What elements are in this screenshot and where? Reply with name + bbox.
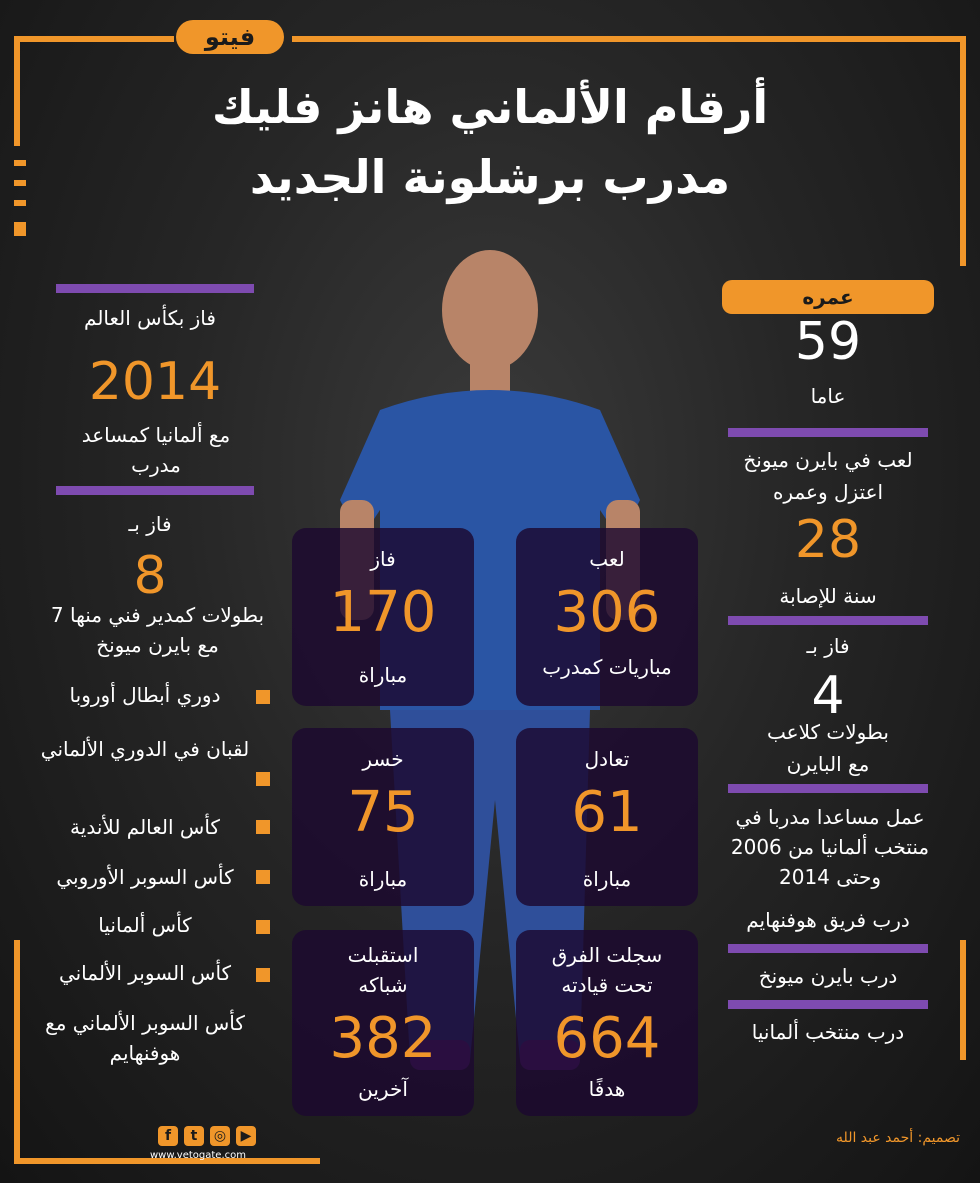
coach-titles-count: 8 — [133, 546, 167, 606]
trophy-bullet-6 — [256, 968, 270, 982]
logo: فيتو — [176, 20, 284, 54]
stat-draw-value: 61 — [571, 780, 643, 845]
trophy-2: لقبان في الدوري الألماني — [40, 737, 250, 761]
player-titles: 4 — [811, 666, 845, 726]
stat-conceded-box — [292, 930, 474, 1116]
twitter-icon[interactable]: t — [184, 1126, 204, 1146]
stat-scored-unit: هدفًا — [588, 1077, 626, 1101]
assistant-desc: عمل مساعدا مدربا في منتخب ألمانيا من 2006 وحتى 2014 — [730, 805, 930, 889]
retire-age: 28 — [794, 510, 862, 570]
stat-conceded-value: 382 — [329, 1006, 437, 1071]
played-line-1: لعب في بايرن ميونخ — [743, 448, 913, 472]
right-bar-1 — [728, 428, 928, 437]
designer-credit: تصميم: أحمد عبد الله — [836, 1130, 960, 1146]
title-line-2: مدرب برشلونة الجديد — [249, 150, 731, 204]
world-cup-label: فاز بكأس العالم — [84, 306, 216, 330]
stat-won-unit: مباراة — [358, 663, 408, 687]
stat-conceded-label: استقبلت شباكه — [347, 943, 419, 997]
social-icons — [158, 1126, 256, 1146]
left-won-with: فاز بـ — [128, 512, 172, 536]
stat-lost-label: خسر — [362, 747, 404, 771]
trophy-1: دوري أبطال أوروبا — [69, 683, 221, 707]
right-won-with: فاز بـ — [806, 634, 850, 658]
stat-draw-label: تعادل — [584, 747, 630, 771]
right-bar-4 — [728, 944, 928, 953]
frame-top-left-v — [14, 36, 20, 146]
stat-lost-unit: مباراة — [358, 867, 408, 891]
frame-top-right-v — [960, 36, 966, 266]
right-bar-3 — [728, 784, 928, 793]
stat-won-label: فاز — [370, 547, 396, 571]
age-value: 59 — [794, 312, 862, 372]
trophy-5: كأس ألمانيا — [98, 913, 192, 937]
coached-1: درب فريق هوفنهايم — [746, 908, 910, 932]
stat-scored-label: سجلت الفرق تحت قيادته — [551, 943, 663, 997]
stat-draw-unit: مباراة — [582, 867, 632, 891]
stat-lost-box — [292, 728, 474, 906]
frame-top-left-h — [14, 36, 174, 42]
coach-titles-desc: بطولات كمدير فني منها 7 مع بايرن ميونخ — [50, 603, 265, 657]
trophy-bullet-3 — [256, 820, 270, 834]
trophy-bullet-4 — [256, 870, 270, 884]
frame-bottom-right-v — [960, 940, 966, 1060]
right-bar-5 — [728, 1000, 928, 1009]
stat-lost-value: 75 — [347, 780, 419, 845]
coached-3: درب منتخب ألمانيا — [751, 1020, 905, 1044]
trophy-bullet-5 — [256, 920, 270, 934]
retire-desc: سنة للإصابة — [779, 584, 877, 608]
stat-conceded-unit: آخرين — [358, 1077, 408, 1101]
frame-dash-4 — [14, 222, 26, 236]
trophy-4: كأس السوبر الأوروبي — [56, 865, 234, 889]
frame-dash-2 — [14, 180, 26, 186]
stat-played-label: لعب — [589, 547, 625, 571]
stat-played-unit: مباريات كمدرب — [542, 655, 672, 679]
age-unit: عاما — [810, 384, 846, 408]
stat-scored-box — [516, 930, 698, 1116]
frame-top-right-h — [292, 36, 966, 42]
stat-scored-value: 664 — [553, 1006, 661, 1071]
website: www.vetogate.com — [150, 1150, 246, 1161]
player-titles-desc-1: بطولات كلاعب — [767, 720, 889, 744]
stat-won-box — [292, 528, 474, 706]
stat-draw-box — [516, 728, 698, 906]
title-line-1: أرقام الألماني هانز فليك — [211, 80, 769, 134]
instagram-icon[interactable]: ◎ — [210, 1126, 230, 1146]
left-bar-1 — [56, 284, 254, 293]
trophy-bullet-1 — [256, 690, 270, 704]
played-line-2: اعتزل وعمره — [772, 480, 884, 504]
trophy-bullet-2 — [256, 772, 270, 786]
frame-bottom-v — [14, 940, 20, 1164]
world-cup-desc: مع ألمانيا كمساعد مدرب — [81, 423, 231, 477]
trophy-3: كأس العالم للأندية — [70, 815, 220, 839]
trophy-6: كأس السوبر الألماني — [58, 961, 232, 985]
player-titles-desc-2: مع البايرن — [786, 752, 870, 776]
world-cup-year: 2014 — [88, 352, 222, 412]
right-bar-2 — [728, 616, 928, 625]
stat-played-box — [516, 528, 698, 706]
facebook-icon[interactable]: f — [158, 1126, 178, 1146]
stat-won-value: 170 — [329, 580, 437, 645]
stat-played-value: 306 — [553, 580, 661, 645]
frame-dash-1 — [14, 160, 26, 166]
left-bar-2 — [56, 486, 254, 495]
coached-2: درب بايرن ميونخ — [758, 964, 898, 988]
youtube-icon[interactable]: ▶ — [236, 1126, 256, 1146]
trophy-7: كأس السوبر الألماني مع هوفنهايم — [45, 1011, 245, 1065]
frame-dash-3 — [14, 200, 26, 206]
age-label: عمره — [722, 280, 934, 314]
